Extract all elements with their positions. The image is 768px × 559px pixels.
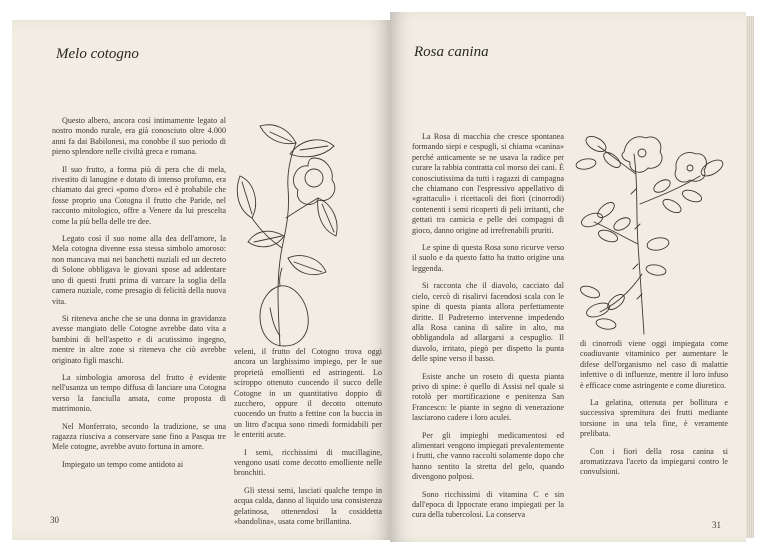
paragraph: Gli stessi semi, lasciati qualche tempo in acqua calda, danno al liquido una consistenza gelatinosa, ottenendosi la cosiddetta «bandolina», usata come brillantina. bbox=[234, 485, 382, 527]
right-page-column-1 bbox=[412, 132, 564, 528]
left-page bbox=[12, 20, 390, 540]
paragraph: Per gli impieghi medicamentosi ed alimentari vengono impiegati prevalentemente i frutti, che vanno raccolti solamente dopo che hanno sentito la stretta del gelo, quando divengono polposi. bbox=[412, 430, 564, 482]
paragraph: di cinorrodi viene oggi impiegata come coadiuvante vitaminico per aumentare le difese dell'organismo nel caso di malattie infettive o di influenze, mentre il loro infuso è efficace come astringente e come diuretico. bbox=[580, 339, 728, 390]
paragraph: Il suo frutto, a forma più di pera che di mela, rivestito di lanugine e dotato di intenso profumo, era chiamato dai greci «pomo d'oro» ed è probabile che fosse proprio una Cotogna il frutto che Paride, nel racconto mitologico, offre a Venere da lui prescelta come la più bella delle tre dee. bbox=[52, 164, 226, 226]
left-page-column-2 bbox=[234, 347, 382, 535]
quince-branch-illustration bbox=[230, 118, 348, 348]
right-page-title: Rosa canina bbox=[414, 44, 489, 60]
paragraph: Impiegato un tempo come antidoto ai bbox=[62, 459, 184, 469]
dog-rose-branch-illustration bbox=[572, 124, 732, 336]
paragraph: Con i fiori della rosa canina si aromatizzava l'aceto da impiegarsi contro le convulsioni. bbox=[580, 446, 728, 477]
paragraph: veleni, il frutto del Cotogno trova oggi ancora un larghissimo impiego, per le sue proprietà emollienti ed astringenti. Lo sciroppo ottenuto cuocendo il succo delle Cotogne in un quantitativo doppio di zucchero, oppure il decotto ottenuto cuocendo un frutto a fettine con la buccia in un litro d'acqua sono rimedi formidabili per le enteriti acute. bbox=[234, 347, 382, 440]
left-page-number: 30 bbox=[50, 515, 59, 525]
paragraph: Questo albero, ancora così intimamente legato al nostro mondo rurale, era già conosciuto oltre 4.000 anni fa dai Babilonesi, ma conobbe il suo periodo di pieno splendore nelle civiltà greca e romana. bbox=[52, 116, 226, 157]
paragraph: La gelatina, ottenuta per bollitura e successiva spremitura dei frutti mediante torsione in una tela fine, è veramente prelibata. bbox=[580, 398, 728, 439]
right-page bbox=[390, 12, 746, 542]
paragraph: La Rosa di macchia che cresce spontanea formando siepi e cespugli, si chiama «canina» perché anticamente se ne usava la radice per curare la rabbia contratta col morso dei cani. È conosciutissima da tutti i ragazzi di campagna che chiamano con l'espressivo appellativo di «grattaculi» i ricettacoli dei fiori (cinorrodi) contenenti i semi ricoperti di peli irritanti, che gettati tra camicia e pelle dei compagni di gioco, danno origine ad irrefrenabili pruriti. bbox=[412, 132, 564, 235]
paragraph: Nel Monferrato, secondo la tradizione, se una ragazza riusciva a conservare sane fino a Pasqua tre Mele cotogne, avrebbe avuto fortuna in amore. bbox=[52, 421, 226, 452]
left-page-column-1 bbox=[52, 116, 226, 477]
paragraph: La simbologia amorosa del frutto è evidente nell'usanza un tempo diffusa di lanciare una Cotogna verso la fanciulla amata, come proposta di matrimonio. bbox=[52, 372, 226, 414]
right-page-number: 31 bbox=[712, 520, 721, 530]
paragraph: I semi, ricchissimi di mucillagine, vengono usati come decotto emolliente nelle bronchiti. bbox=[234, 447, 382, 478]
right-page-column-2 bbox=[580, 339, 728, 485]
paragraph: Si riteneva anche che se una donna in gravidanza avesse mangiato delle Cotogne avrebbe dato vita a bambini di bell'aspetto e di acutissimo ingegno, mentre in altre zone si riteneva che ciò avrebbe originato figli maschi. bbox=[52, 313, 226, 365]
paragraph: Le spine di questa Rosa sono ricurve verso il suolo e da questo fatto ha tratto origine una leggenda. bbox=[412, 243, 564, 273]
paragraph: Legato così il suo nome alla dea dell'amore, la Mela cotogna divenne essa stessa simbolo amoroso: non mancava mai nei banchetti nuziali ed un decreto di Solone obbligava le giovani spose ad addentare uno di questi frutti prima di varcare la soglia della camera nuziale, come presagio di felicità della nuova vita. bbox=[52, 234, 226, 306]
paragraph: Esiste anche un roseto di questa pianta privo di spine: è quello di Assisi nel quale si rotolò per mortificazione e penitenza San Francesco: le piante in segno di venerazione lasciarono cadere i loro aculei. bbox=[412, 371, 564, 423]
left-page-title: Melo cotogno bbox=[56, 46, 139, 62]
paragraph: Sono ricchissimi di vitamina C e sin dall'epoca di Ippocrate erano impiegati per la cura della tubercolosi. La conserva bbox=[412, 489, 564, 520]
paragraph: Si racconta che il diavolo, cacciato dal cielo, cercò di risalirvi facendosi scala con le spine di questa pianta allora perfettamente diritte. Il Padreterno intervenne impedendo alla Rosa canina di salire in alto, ma obbligandola ad allargarsi a cespuglio. Il diavolo, irritato, piegò per dispetto la punta delle spine verso il basso. bbox=[412, 281, 564, 364]
